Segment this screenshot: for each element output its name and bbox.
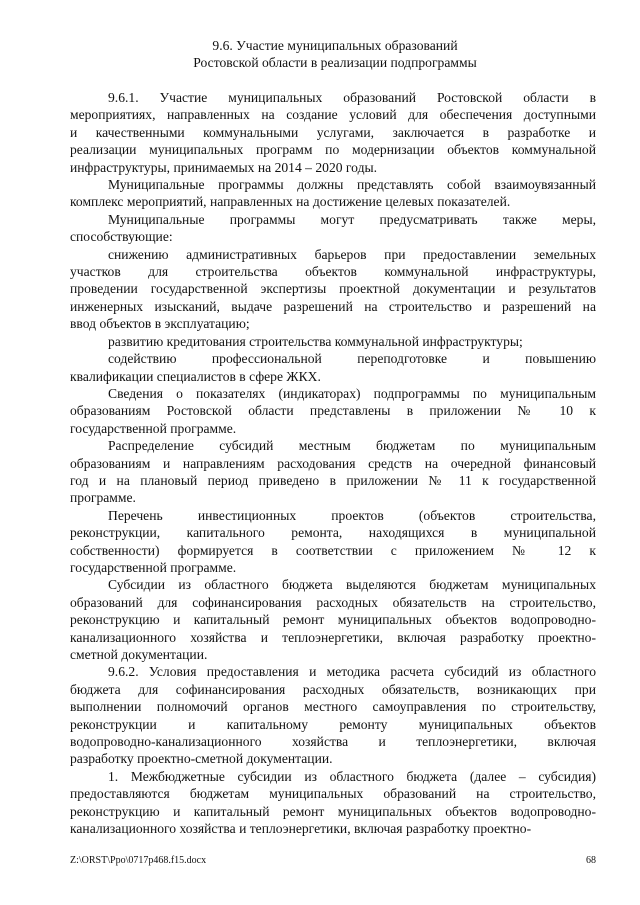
paragraph-line: собственности) формируется в соответствии с приложением № 12 к [70,542,596,558]
paragraph-line: канализационного хозяйства и теплоэнергетики, включая разработку проектно- [70,629,596,645]
footer-page-number: 68 [586,855,596,866]
paragraph-line: проведении государственной экспертизы проектной документации и результатов [70,281,596,297]
paragraph-line: сметной документации. [70,647,208,662]
section-title-line-2: Ростовской области в реализации подпрограммы [193,55,477,70]
paragraph-line: Субсидии из областного бюджета выделяются бюджетам муниципальных [108,577,596,593]
paragraph-line: мероприятиях, направленных на создание условий для обеспечения доступными [70,107,596,123]
paragraph-line: образованиям Ростовской области представлены в приложении № 10 к [70,403,596,419]
paragraph-line: развитию кредитования строительства коммунальной инфраструктуры; [108,333,523,349]
paragraph [70,437,596,507]
paragraph-line: участков для строительства объектов коммунальной инфраструктуры, [70,264,596,280]
paragraph-line: Перечень инвестиционных проектов (объектов строительства, [108,507,596,523]
paragraph-line: Сведения о показателях (индикаторах) подпрограммы по муниципальным [108,385,596,401]
paragraph [70,246,596,333]
paragraph [70,333,596,350]
paragraph-line: водопроводно-канализационного хозяйства и теплоэнергетики, включая [70,734,596,750]
paragraph-line: образований для софинансирования расходных обязательств на строительство, [70,594,596,610]
footer-file-path: Z:\ORST\Ppo\0717p468.f15.docx [70,855,207,866]
paragraph-line: способствующие: [70,229,173,245]
paragraph-line: снижению административных барьеров при предоставлении земельных [108,246,596,262]
paragraph-line: разработку проектно-сметной документации. [70,751,333,767]
paragraph-line: Муниципальные программы могут предусматривать также меры, [108,211,596,227]
paragraph-line: образованиям и направлениям расходования средств на очередной финансовый [70,455,596,471]
paragraph-line: Муниципальные программы должны представлять собой взаимоувязанный [108,177,596,193]
paragraph [70,507,596,577]
paragraph [70,576,596,663]
paragraph-line: бюджета для софинансирования расходных обязательств, возникающих при [70,681,596,697]
paragraph-line: реконструкции и капитальному ремонту муниципальных объектов [70,716,596,732]
paragraph-line: реализации муниципальных программ по модернизации объектов коммунальной [70,142,596,158]
paragraph-line: Распределение субсидий местным бюджетам по муниципальным [108,438,596,454]
paragraph-line: 1. Межбюджетные субсидии из областного бюджета (далее – субсидия) [108,768,596,784]
paragraph [70,176,596,211]
paragraph [70,211,596,246]
paragraph [70,350,596,385]
paragraph-line: содействию профессиональной переподготовке и повышению [108,351,596,367]
paragraph-line: и качественными коммунальными услугами, заключается в разработке и [70,124,596,140]
paragraph-line: государственной программе. [70,559,237,575]
paragraph-line: реконструкцию и капитальный ремонт муниципальных объектов водопроводно- [70,612,596,628]
paragraph-line: квалификации специалистов в сфере ЖКХ. [70,368,321,384]
paragraph-line: 9.6.1. Участие муниципальных образований Ростовской области в [108,90,596,105]
paragraph-line: государственной программе. [70,420,237,436]
section-title [70,37,600,71]
paragraph-line: ввод объектов в эксплуатацию; [70,316,250,332]
paragraph-line: реконструкцию и капитальный ремонт муниципальных объектов водопроводно- [70,803,596,819]
paragraph-line: год и на плановый период приведено в приложении № 11 к государственной [70,472,596,488]
paragraph-line: предоставляются бюджетам муниципальных образований на строительство, [70,786,596,802]
paragraph-line: выполнении полномочий органов местного самоуправления по строительству, [70,699,596,715]
document-body [70,89,596,837]
paragraph-line: реконструкции, капитального ремонта, находящихся в муниципальной [70,525,596,541]
paragraph [70,663,596,767]
paragraph-line: 9.6.2. Условия предоставления и методика расчета субсидий из областного [108,664,596,680]
paragraph-line: инженерных изысканий, выдаче разрешений на строительство и разрешений на [70,298,596,314]
section-title-line-1: 9.6. Участие муниципальных образований [212,38,458,53]
paragraph-line: инфраструктуры, принимаемых на 2014 – 2020 годы. [70,159,378,175]
paragraph-line: комплекс мероприятий, направленных на достижение целевых показателей. [70,194,511,210]
paragraph-line: канализационного хозяйства и теплоэнергетики, включая разработку проектно- [70,821,532,837]
paragraph [70,385,596,437]
paragraph [70,768,596,838]
paragraph [70,89,596,176]
paragraph-line: программе. [70,490,136,506]
